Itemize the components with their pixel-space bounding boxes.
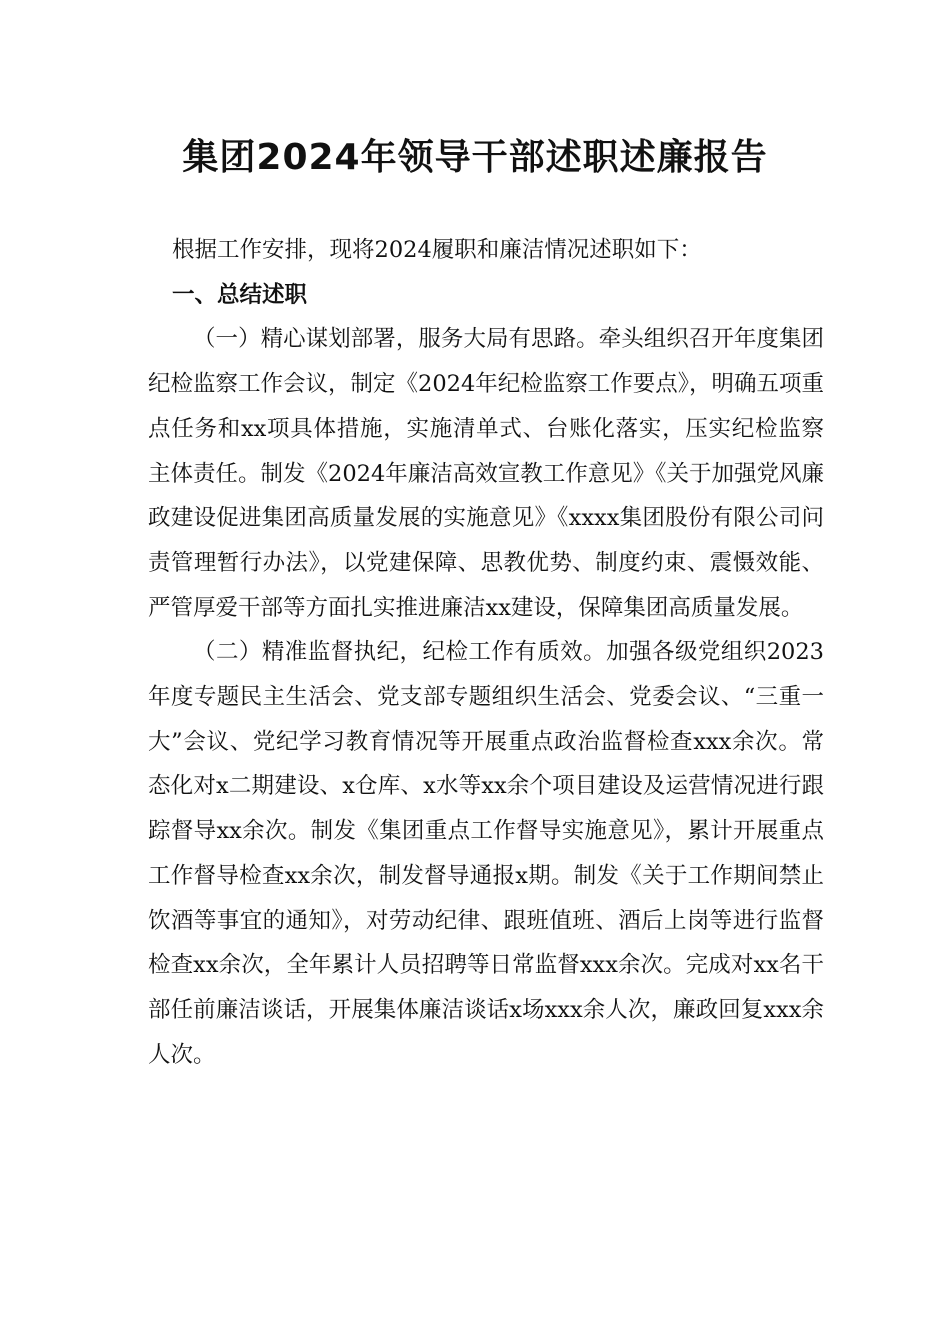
intro-paragraph: 根据工作安排，现将2024履职和廉洁情况述职如下： [172, 237, 702, 263]
document-title: 集团2024年领导干部述职述廉报告 [182, 137, 768, 178]
paragraph-supervision: （二）精准监督执纪，纪检工作有质效。加强各级党组织2023年度专题民主生活会、党支部专题组织生活会、党委会议、“三重一大”会议、党纪学习教育情况等开展重点政治监督检查xxx余次。常态化对x二期建设、x仓库、x水等xx余个项目建设及运营情况进行跟踪督导xx余次。制发《集团重点工作督导实施意见》，累计开展重点工作督导检查xx余次，制发督导通报x期。制发《关于工作期间禁止饮酒等事宜的通知》，对劳动纪律、跟班值班、酒后上岗等进行监督检查xx余次，全年累计人员招聘等日常监督xxx余次。完成对xx名干部任前廉洁谈话，开展集体廉洁谈话x场xxx余人次，廉政回复xxx余人次。 [148, 639, 824, 1068]
document-body [148, 228, 824, 1077]
paragraph-planning: （一）精心谋划部署，服务大局有思路。牵头组织召开年度集团纪检监察工作会议，制定《2024年纪检监察工作要点》，明确五项重点任务和xx项具体措施，实施清单式、台账化落实，压实纪检监察主体责任。制发《2024年廉洁高效宣教工作意见》《关于加强党风廉政建设促进集团高质量发展的实施意见》《xxxx集团股份有限公司问责管理暂行办法》，以党建保障、思教优势、制度约束、震慑效能、严管厚爱干部等方面扎实推进廉洁xx建设，保障集团高质量发展。 [148, 326, 825, 621]
section-heading-summary: 一、总结述职 [172, 281, 308, 308]
